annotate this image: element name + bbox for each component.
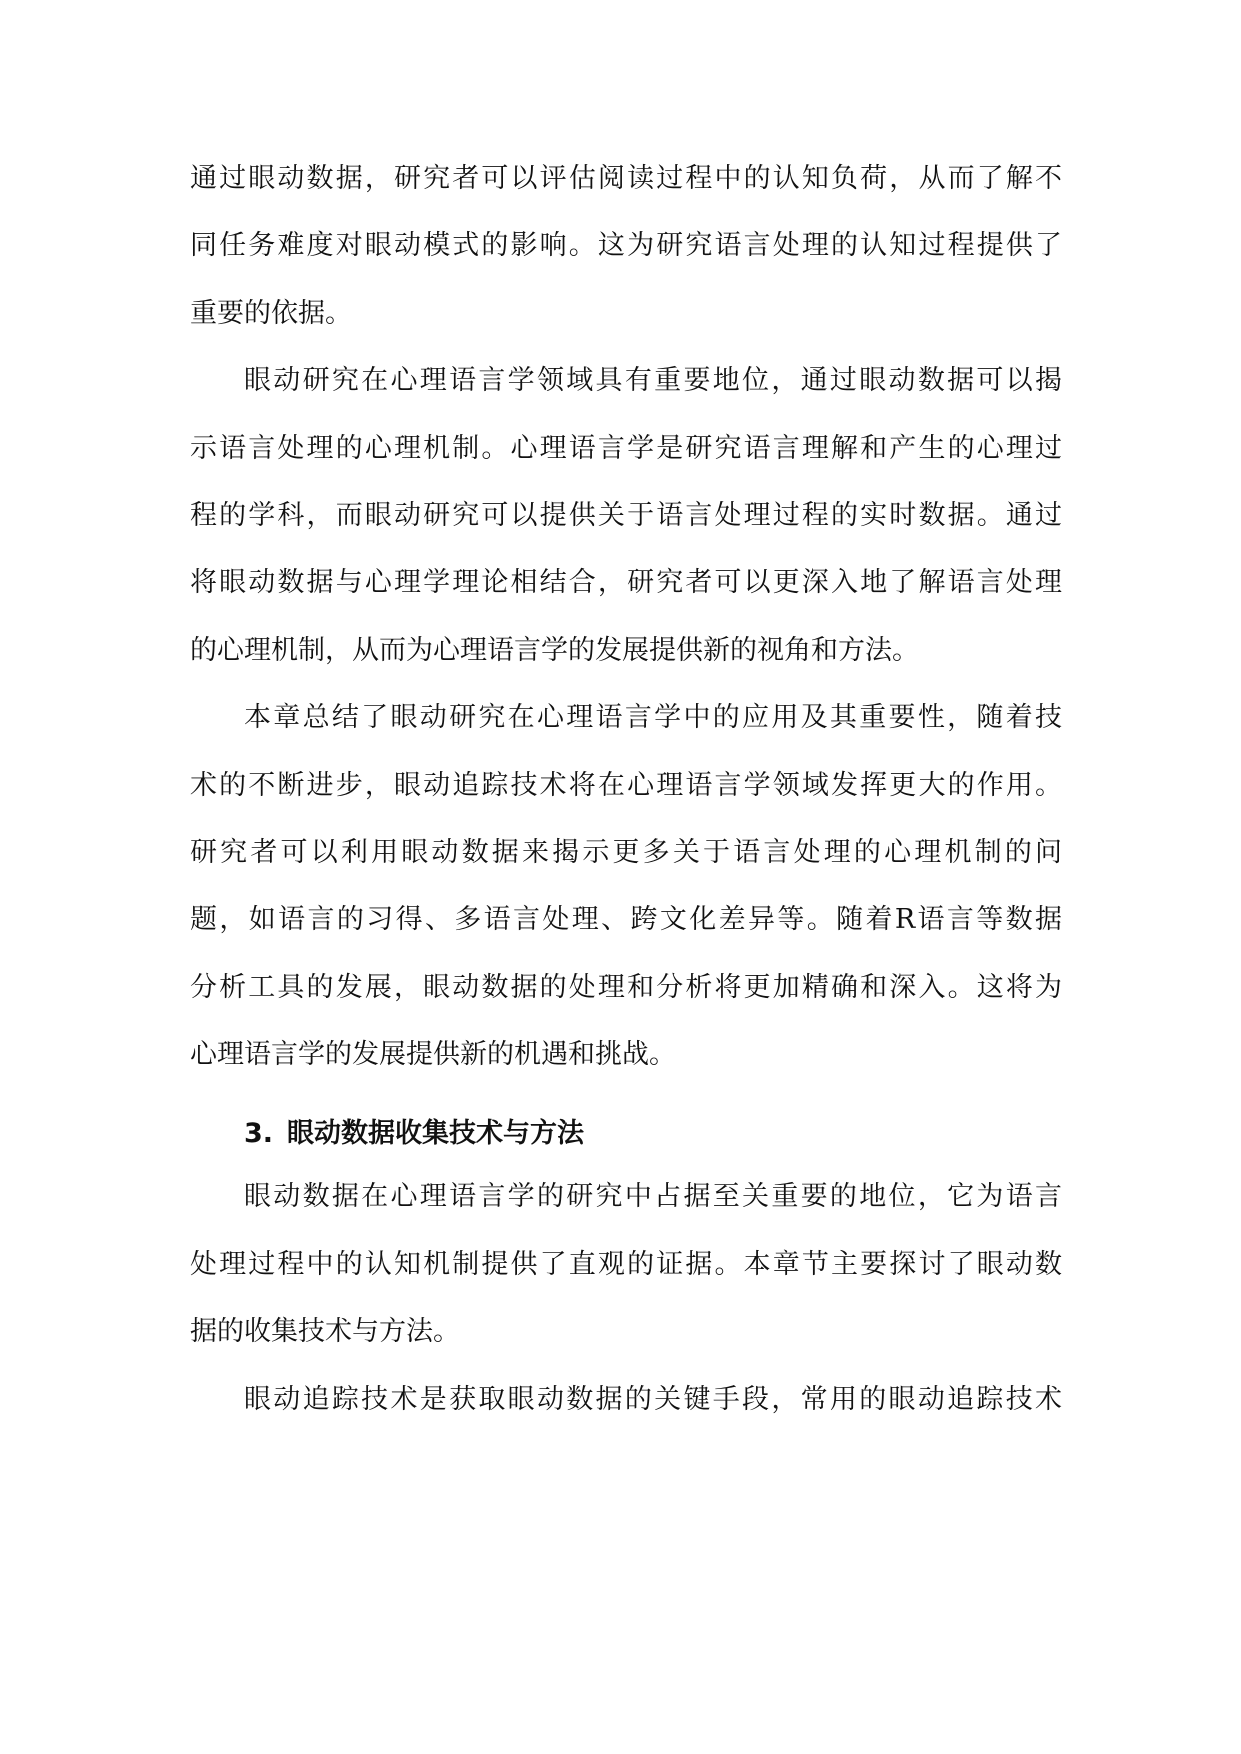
text-line: 本章总结了眼动研究在心理语言学中的应用及其重要性，随着技 (244, 702, 1062, 734)
text-line: 通过眼动数据，研究者可以评估阅读过程中的认知负荷，从而了解不 (190, 163, 1062, 194)
text-line: 将眼动数据与心理学理论相结合，研究者可以更深入地了解语言处理 (190, 567, 1062, 599)
text-line: 同任务难度对眼动模式的影响。这为研究语言处理的认知过程提供了 (190, 230, 1062, 262)
section-number: 3. (244, 1118, 274, 1150)
paragraph (190, 1163, 1062, 1365)
text-line: 研究者可以利用眼动数据来揭示更多关于语言处理的心理机制的问 (190, 836, 1062, 868)
text-line: 眼动数据在心理语言学的研究中占据至关重要的地位，它为语言 (244, 1181, 1062, 1213)
paragraph (190, 1366, 1062, 1433)
text-line: 据的收集技术与方法。 (190, 1316, 460, 1348)
text-line: 程的学科，而眼动研究可以提供关于语言处理过程的实时数据。通过 (190, 499, 1062, 531)
text-line: 分析工具的发展，眼动数据的处理和分析将更加精确和深入。这将为 (190, 971, 1062, 1003)
text-line: 示语言处理的心理机制。心理语言学是研究语言理解和产生的心理过 (190, 432, 1062, 464)
text-line: 处理过程中的认知机制提供了直观的证据。本章节主要探讨了眼动数 (190, 1248, 1062, 1280)
document-body (190, 145, 1062, 1433)
paragraph (190, 145, 1062, 347)
paragraph (190, 347, 1062, 684)
text-line: 术的不断进步，眼动追踪技术将在心理语言学领域发挥更大的作用。 (190, 769, 1062, 801)
paragraph (190, 684, 1062, 1088)
section-heading (190, 1088, 1062, 1163)
text-line: 题，如语言的习得、多语言处理、跨文化差异等。随着R语言等数据 (190, 904, 1062, 936)
text-line: 眼动追踪技术是获取眼动数据的关键手段，常用的眼动追踪技术 (244, 1383, 1062, 1415)
section-title: 眼动数据收集技术与方法 (287, 1118, 585, 1150)
text-line: 心理语言学的发展提供新的机遇和挑战。 (190, 1039, 676, 1071)
text-line: 眼动研究在心理语言学领域具有重要地位，通过眼动数据可以揭 (244, 365, 1062, 397)
text-line: 的心理机制，从而为心理语言学的发展提供新的视角和方法。 (190, 634, 919, 666)
text-line: 重要的依据。 (190, 297, 352, 329)
